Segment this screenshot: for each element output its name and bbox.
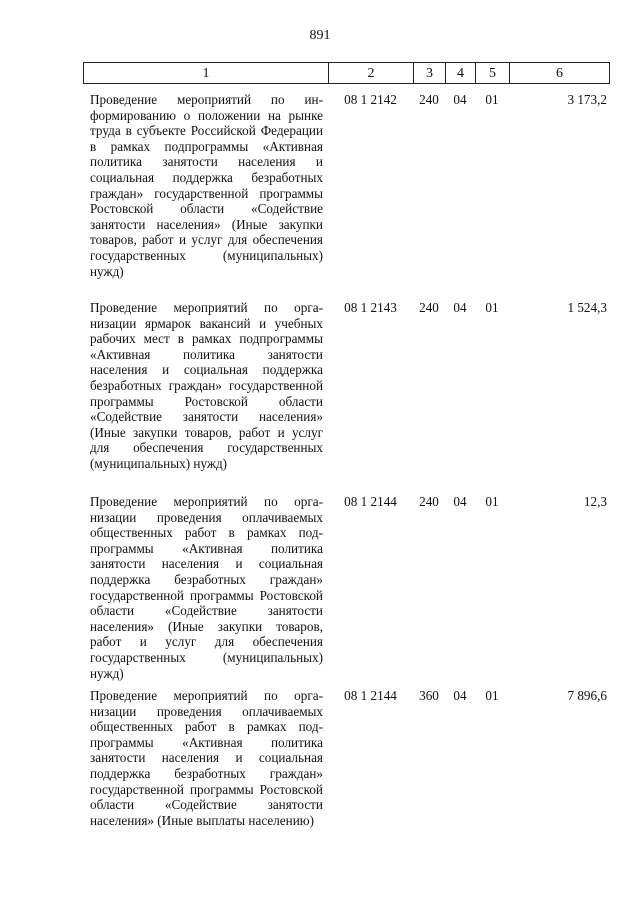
budget-table (83, 62, 610, 848)
table-row (83, 92, 610, 292)
row-target-code: 08 1 2143 (344, 300, 397, 315)
row-expense-type: 240 (419, 494, 439, 509)
row-description: Проведение мероприятий по организации проведения оплачиваемых общественных работ в рамках подпрограммы «Активная политика занятости населения и социальная поддержка безработных граждан» государственной программы Ростовской области «Содействие занятости населения» (Иные выплаты населению) (90, 688, 323, 828)
row-section: 04 (453, 688, 467, 703)
row-subsection: 01 (485, 92, 499, 107)
row-expense-type: 360 (419, 688, 439, 703)
header-col-2: 2 (329, 63, 414, 83)
row-expense-type: 240 (419, 92, 439, 107)
header-col-4: 4 (446, 63, 476, 83)
header-col-5: 5 (476, 63, 510, 83)
row-target-code: 08 1 2144 (344, 688, 397, 703)
row-section: 04 (453, 300, 467, 315)
table-row (83, 494, 610, 680)
header-col-1: 1 (84, 63, 329, 83)
row-amount: 7 896,6 (567, 688, 607, 703)
row-amount: 12,3 (583, 494, 607, 509)
row-expense-type: 240 (419, 300, 439, 315)
row-target-code: 08 1 2142 (344, 92, 397, 107)
row-description: Проведение мероприятий по организации проведения оплачиваемых общественных работ в рамках подпрограммы «Активная политика занятости населения и социальная поддержка безработных граждан» государственной программы Ростовской области «Содействие занятости населения» (Иные закупки товаров, работ и услуг для обеспечения государственных (муниципальных) нужд) (90, 494, 323, 681)
table-row (83, 300, 610, 486)
table-row (83, 688, 610, 848)
row-section: 04 (453, 92, 467, 107)
row-description: Проведение мероприятий по организации ярмарок вакансий и учебных рабочих мест в рамках подпрограммы «Активная политика занятости населения и социальная поддержка безработных граждан» государственной программы Ростовской области «Содействие занятости населения» (Иные закупки товаров, работ и услуг для обеспечения государственных (муниципальных) нужд) (90, 300, 323, 471)
row-amount: 1 524,3 (567, 300, 607, 315)
row-target-code: 08 1 2144 (344, 494, 397, 509)
page-number: 891 (309, 28, 331, 43)
row-subsection: 01 (485, 300, 499, 315)
header-col-6: 6 (556, 66, 563, 81)
row-subsection: 01 (485, 688, 499, 703)
table-header (83, 62, 610, 84)
row-section: 04 (453, 494, 467, 509)
row-subsection: 01 (485, 494, 499, 509)
row-description: Проведение мероприятий по информированию о положении на рынке труда в субъекте Российской Федерации в рамках подпрограммы «Активная политика занятости населения и социальная поддержка безработных граждан» государственной программы Ростовской области «Содействие занятости населения» (Иные закупки товаров, работ и услуг для обеспечения государственных (муниципальных) нужд) (90, 92, 323, 279)
row-amount: 3 173,2 (567, 92, 607, 107)
header-col-3: 3 (414, 63, 446, 83)
